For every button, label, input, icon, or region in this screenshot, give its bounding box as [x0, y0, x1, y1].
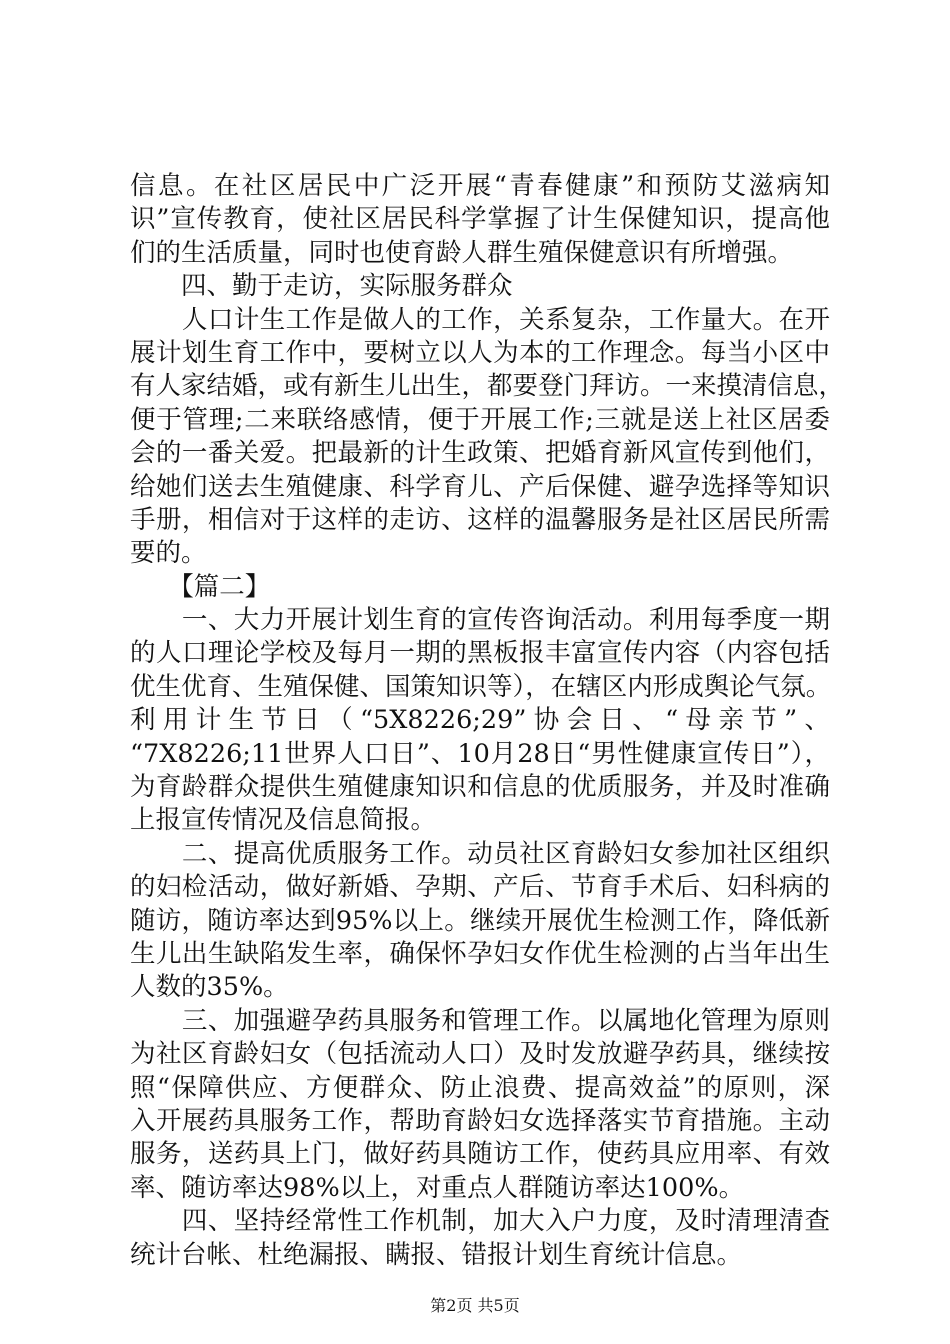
text-line: 人口计生工作是做人的工作，关系复杂，工作量大。在开 — [130, 304, 830, 335]
text-line: 的妇检活动，做好新婚、孕期、产后、节育手术后、妇科病的 — [130, 872, 830, 903]
text-line: 二、提高优质服务工作。动员社区育龄妇女参加社区组织 — [130, 838, 830, 869]
text-line: 【篇二】 — [130, 571, 271, 602]
text-line: 有人家结婚，或有新生儿出生，都要登门拜访。一来摸清信息， — [130, 371, 845, 402]
text-line: 利用计生节日（“5X8226;29”协会日、“母亲节”、 — [130, 705, 830, 736]
text-line: 便于管理;二来联络感情，便于开展工作;三就是送上社区居委 — [130, 404, 830, 435]
text-line: 为社区育龄妇女（包括流动人口）及时发放避孕药具，继续按 — [130, 1039, 830, 1070]
text-line: 随访，随访率达到95%以上。继续开展优生检测工作，降低新 — [130, 905, 830, 936]
text-line: 服务，送药具上门，做好药具随访工作，使药具应用率、有效 — [130, 1139, 830, 1170]
text-line: 会的一番关爱。把最新的计生政策、把婚育新风宣传到他们， — [130, 438, 830, 469]
text-line: 优生优育、生殖保健、国策知识等），在辖区内形成舆论气氛。 — [130, 671, 832, 702]
text-line: 入开展药具服务工作，帮助育龄妇女选择落实节育措施。主动 — [130, 1105, 830, 1136]
text-line: 生儿出生缺陷发生率，确保怀孕妇女作优生检测的占当年出生 — [130, 938, 830, 969]
text-line: 的人口理论学校及每月一期的黑板报丰富宣传内容（内容包括 — [130, 638, 830, 669]
page-footer: 第2页 共5页 — [430, 1296, 520, 1315]
text-line: 为育龄群众提供生殖健康知识和信息的优质服务，并及时准确 — [130, 772, 830, 803]
text-line: 一、大力开展计划生育的宣传咨询活动。利用每季度一期 — [130, 605, 830, 636]
text-line: 人数的35%。 — [130, 972, 289, 1003]
text-line: 要的。 — [130, 538, 207, 569]
text-line: 给她们送去生殖健康、科学育儿、产后保健、避孕选择等知识 — [130, 471, 830, 502]
document-body — [130, 170, 845, 1272]
text-line: 统计台帐、杜绝漏报、瞒报、错报计划生育统计信息。 — [130, 1239, 743, 1270]
text-line: 展计划生育工作中，要树立以人为本的工作理念。每当小区中 — [130, 337, 830, 368]
text-line: 识”宣传教育，使社区居民科学掌握了计生保健知识，提高他 — [130, 204, 830, 235]
text-line: 三、加强避孕药具服务和管理工作。以属地化管理为原则 — [130, 1005, 830, 1036]
text-line: 率、随访率达98%以上，对重点人群随访率达100%。 — [130, 1172, 745, 1203]
text-line: 四、勤于走访，实际服务群众 — [130, 271, 513, 302]
text-line: 照“保障供应、方便群众、防止浪费、提高效益”的原则，深 — [130, 1072, 830, 1103]
text-line: 手册，相信对于这样的走访、这样的温馨服务是社区居民所需 — [130, 504, 830, 535]
text-line: 上报宣传情况及信息简报。 — [130, 805, 437, 836]
text-line: 们的生活质量，同时也使育龄人群生殖保健意识有所增强。 — [130, 237, 794, 268]
text-line: “7X8226;11世界人口日”、10月28日“男性健康宣传日”）， — [130, 738, 830, 769]
text-line: 信息。在社区居民中广泛开展“青春健康”和预防艾滋病知 — [130, 171, 830, 201]
text-line: 四、坚持经常性工作机制，加大入户力度，及时清理清查 — [130, 1206, 830, 1237]
